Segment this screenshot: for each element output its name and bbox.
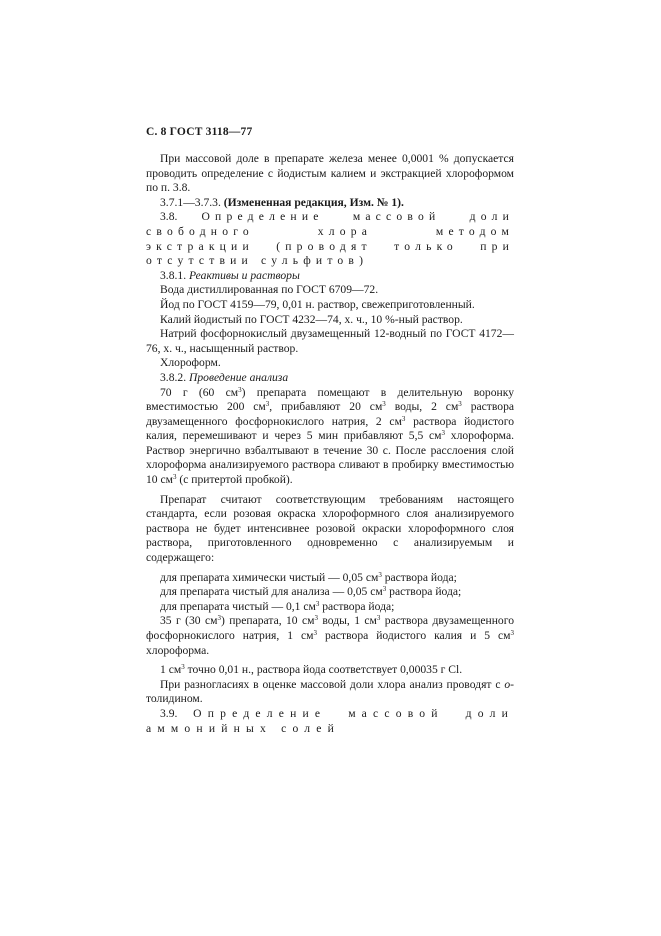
section-number: 3.9. (160, 706, 178, 720)
reagent-item: Хлороформ. (160, 356, 221, 370)
document-body (146, 152, 514, 736)
section-number: 3.7.1—3.7.3. (160, 195, 221, 209)
section-title: Реактивы и растворы (189, 268, 300, 282)
paragraph-mixture: 35 г (30 $см^3$) препарата, 10 $см^3$ воды, 1 $см^3$ раствора двузамещенного фосфорнокислого натрия, 1 $см^3$ раствора йодистого калия и 5 $см^3$ хлороформа. (146, 614, 514, 657)
reagent-item: Натрий фосфорнокислый двузамещенный 12-водный по ГОСТ 4172—76, х. ч., насыщенный раствор. (146, 327, 514, 355)
paragraph-criterion: Препарат считают соответствующим требованиям настоящего стандарта, если розовая окраска хлороформного слоя анализируемого раствора не будет интенсивнее розовой окраски хлороформного слоя раствора, приготовленного одновременно с анализируемым и содержащего: (146, 492, 514, 565)
grade-item: для препарата чистый — 0,1 $см^3$ раствора йода; (160, 599, 395, 613)
grade-item: для препарата чистый для анализа — 0,05 $см^3$ раствора йода; (160, 585, 462, 599)
section-title: Проведение анализа (189, 370, 289, 384)
section-number: 3.8. (160, 210, 178, 224)
reagent-item: Йод по ГОСТ 4159—79, 0,01 н. раствор, свежеприготовленный. (160, 297, 475, 311)
section-3-8-2-heading (146, 371, 514, 386)
page-header: С. 8 ГОСТ 3118—77 (146, 126, 253, 138)
paragraph-dispute: При разногласиях в оценке массовой доли хлора анализ проводят с о-толидином. (146, 677, 514, 706)
section-3-8-1-heading (146, 269, 514, 284)
paragraph-iron-note: При массовой доле в препарате железа менее 0,0001 % допускается проводить определение с йодистым калием и экстракцией хлороформом по п. 3.8. (146, 152, 514, 195)
paragraph-procedure: 70 г (60 $см^3$) препарата помещают в делительную воронку вместимостью 200 $см^3$, прибавляют 20 $см^3$ воды, 2 $см^3$ раствора двузамещенного фосфорнокислого натрия, 2 $см^3$ раствора йодистого калия, перемешивают и через 5 мин прибавляют 5,5 $см^3$ хлороформа. Раствор энергично взбалтывают в течение 30 с. После расслоения слой хлороформа анализируемого раствора сливают в пробирку вместимостью 10 $см^3$ (с притертой пробкой). (146, 385, 515, 487)
section-3-9-heading (146, 707, 514, 736)
amendment-note: (Измененная редакция, Изм. № 1). (223, 195, 404, 209)
paragraph-amendment (146, 196, 514, 211)
section-number: 3.8.1. (160, 268, 187, 282)
section-title: Определение массовой доли аммонийных солей (146, 706, 514, 735)
section-title: Определение массовой доли свободного хлора методом экстракции (проводят только при отсутствии сульфитов) (146, 210, 514, 268)
reagent-item: Вода дистиллированная по ГОСТ 6709—72. (160, 283, 379, 297)
paragraph-equivalent: 1 $см^3$ точно 0,01 н., раствора йода соответствует 0,00035 г Cl. (160, 663, 463, 677)
reagent-item: Калий йодистый по ГОСТ 4232—74, х. ч., 10 %-ный раствор. (160, 312, 463, 326)
section-3-8-heading (146, 210, 514, 268)
section-number: 3.8.2. (160, 370, 187, 384)
grade-item: для препарата химически чистый — 0,05 $см^3$ раствора йода; (160, 570, 457, 584)
